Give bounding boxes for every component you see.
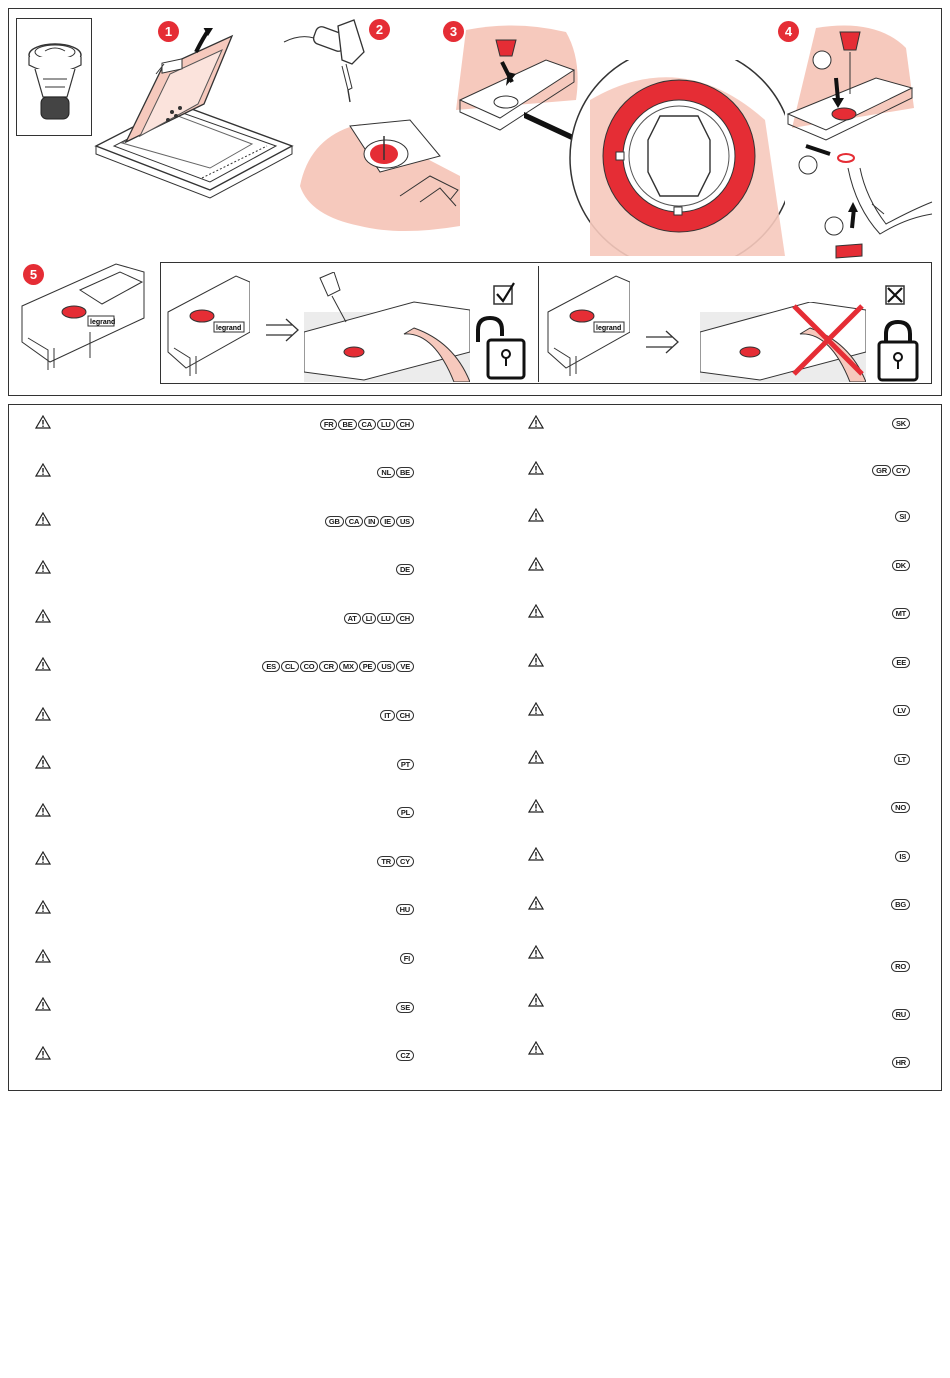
country-codes: [262, 661, 414, 672]
cable-blocked-illustration: [700, 302, 866, 382]
country-codes: [380, 710, 414, 721]
country-code-badge: ES: [262, 661, 280, 672]
country-codes: [892, 657, 910, 668]
drill-illustration: [280, 16, 380, 106]
country-code-badge: PE: [359, 661, 377, 672]
country-codes: [396, 564, 414, 575]
country-code-badge: NL: [377, 467, 395, 478]
country-code-badge: IS: [895, 851, 910, 862]
country-code-badge: LI: [362, 613, 376, 624]
warning-icon: [35, 900, 51, 914]
country-code-badge: LU: [377, 613, 395, 624]
country-codes: [891, 802, 910, 813]
country-code-badge: SK: [892, 418, 910, 429]
step-2-badge: 2: [369, 19, 390, 40]
country-codes: [325, 516, 414, 527]
product-thumbnail: [16, 18, 92, 136]
country-code-badge: US: [396, 516, 414, 527]
svg-text:legrand: legrand: [90, 319, 116, 326]
country-code-badge: HR: [892, 1057, 910, 1068]
country-code-badge: DE: [396, 564, 414, 575]
country-codes: [400, 953, 414, 964]
warning-icon: [528, 604, 544, 618]
country-codes: [892, 608, 910, 619]
country-code-badge: PT: [397, 759, 414, 770]
country-codes: [377, 856, 414, 867]
country-code-badge: DK: [892, 560, 910, 571]
country-codes: [892, 418, 910, 429]
country-code-badge: CY: [892, 465, 910, 476]
unlocked-box-illustration: [166, 272, 250, 380]
warning-icon: [35, 997, 51, 1011]
country-code-badge: LV: [893, 705, 910, 716]
cable-passing-illustration: [304, 272, 470, 382]
language-warning-panel: [8, 404, 942, 1091]
country-code-badge: VE: [396, 661, 414, 672]
country-code-badge: SI: [895, 511, 910, 522]
country-codes: [397, 759, 414, 770]
warning-icon: [528, 1041, 544, 1055]
warning-icon: [528, 653, 544, 667]
warning-icon: [35, 609, 51, 623]
grommet-removal-illustration: [786, 18, 936, 263]
warning-icon: [528, 557, 544, 571]
country-code-badge: IE: [380, 516, 395, 527]
country-codes: [892, 1057, 910, 1068]
country-code-badge: CA: [358, 419, 376, 430]
country-code-badge: CH: [396, 613, 414, 624]
country-code-badge: CL: [281, 661, 299, 672]
country-code-badge: BG: [891, 899, 910, 910]
country-code-badge: MX: [339, 661, 358, 672]
grommet-detail-circle: [520, 60, 785, 256]
warning-icon: [528, 799, 544, 813]
country-code-badge: CH: [396, 710, 414, 721]
warning-icon: [35, 463, 51, 477]
warning-icon: [35, 512, 51, 526]
country-code-badge: NO: [891, 802, 910, 813]
country-code-badge: FI: [400, 953, 414, 964]
country-code-badge: BE: [338, 419, 356, 430]
country-code-badge: GB: [325, 516, 344, 527]
warning-icon: [35, 1046, 51, 1060]
country-code-badge: US: [377, 661, 395, 672]
country-codes: [396, 904, 414, 915]
unlocked-padlock-icon: [472, 316, 528, 382]
country-code-badge: IT: [380, 710, 394, 721]
country-code-badge: CR: [319, 661, 337, 672]
warning-icon: [35, 755, 51, 769]
step-4-badge: 4: [778, 21, 799, 42]
floor-box-open-illustration: [92, 28, 297, 203]
country-code-badge: CY: [396, 856, 414, 867]
warning-icon: [528, 750, 544, 764]
checkbox-checked-icon: [492, 282, 516, 306]
warning-icon: [35, 657, 51, 671]
country-code-badge: MT: [892, 608, 910, 619]
country-codes: [893, 705, 910, 716]
country-code-badge: RO: [891, 961, 910, 972]
step-3-badge: 3: [443, 21, 464, 42]
country-codes: [320, 419, 414, 430]
warning-icon: [35, 560, 51, 574]
country-code-badge: TR: [377, 856, 395, 867]
warning-icon: [528, 702, 544, 716]
country-code-badge: HU: [396, 904, 414, 915]
country-code-badge: SE: [396, 1002, 414, 1013]
warning-icon: [528, 945, 544, 959]
warning-icon: [35, 803, 51, 817]
country-code-badge: CZ: [396, 1050, 414, 1061]
country-code-badge: GR: [872, 465, 891, 476]
country-codes: [892, 1009, 910, 1020]
step-5-box-illustration: [20, 262, 145, 370]
country-code-badge: FR: [320, 419, 338, 430]
country-codes: [895, 511, 910, 522]
country-code-badge: CO: [300, 661, 319, 672]
warning-icon: [528, 896, 544, 910]
comparison-divider: [538, 266, 539, 382]
country-codes: [396, 1050, 414, 1061]
implies-arrow-icon: [264, 318, 300, 342]
country-codes: [894, 754, 910, 765]
country-code-badge: PL: [397, 807, 414, 818]
country-codes: [891, 899, 910, 910]
country-code-badge: LT: [894, 754, 910, 765]
country-codes: [397, 807, 414, 818]
country-code-badge: LU: [377, 419, 395, 430]
checkbox-crossed-icon: [884, 284, 906, 306]
implies-arrow-icon: [644, 330, 680, 354]
drilling-box-illustration: [300, 116, 465, 236]
country-codes: [895, 851, 910, 862]
step-1-badge: 1: [158, 21, 179, 42]
country-codes: [377, 467, 414, 478]
warning-icon: [528, 508, 544, 522]
warning-icon: [528, 993, 544, 1007]
country-codes: [396, 1002, 414, 1013]
svg-text:legrand: legrand: [216, 325, 242, 332]
warning-icon: [35, 415, 51, 429]
warning-icon: [528, 847, 544, 861]
country-code-badge: CA: [345, 516, 363, 527]
country-codes: [892, 560, 910, 571]
country-code-badge: CH: [396, 419, 414, 430]
warning-icon: [35, 949, 51, 963]
country-code-badge: AT: [344, 613, 361, 624]
country-codes: [891, 961, 910, 972]
country-code-badge: IN: [364, 516, 379, 527]
warning-icon: [528, 461, 544, 475]
svg-text:legrand: legrand: [596, 325, 622, 332]
warning-icon: [35, 707, 51, 721]
country-code-badge: BE: [396, 467, 414, 478]
country-codes: [872, 465, 910, 476]
country-code-badge: EE: [892, 657, 910, 668]
country-codes: [344, 613, 414, 624]
warning-icon: [35, 851, 51, 865]
locked-box-illustration: [546, 272, 630, 380]
step-5-badge: 5: [23, 264, 44, 285]
warning-icon: [528, 415, 544, 429]
locked-padlock-icon: [876, 320, 920, 382]
country-code-badge: RU: [892, 1009, 910, 1020]
